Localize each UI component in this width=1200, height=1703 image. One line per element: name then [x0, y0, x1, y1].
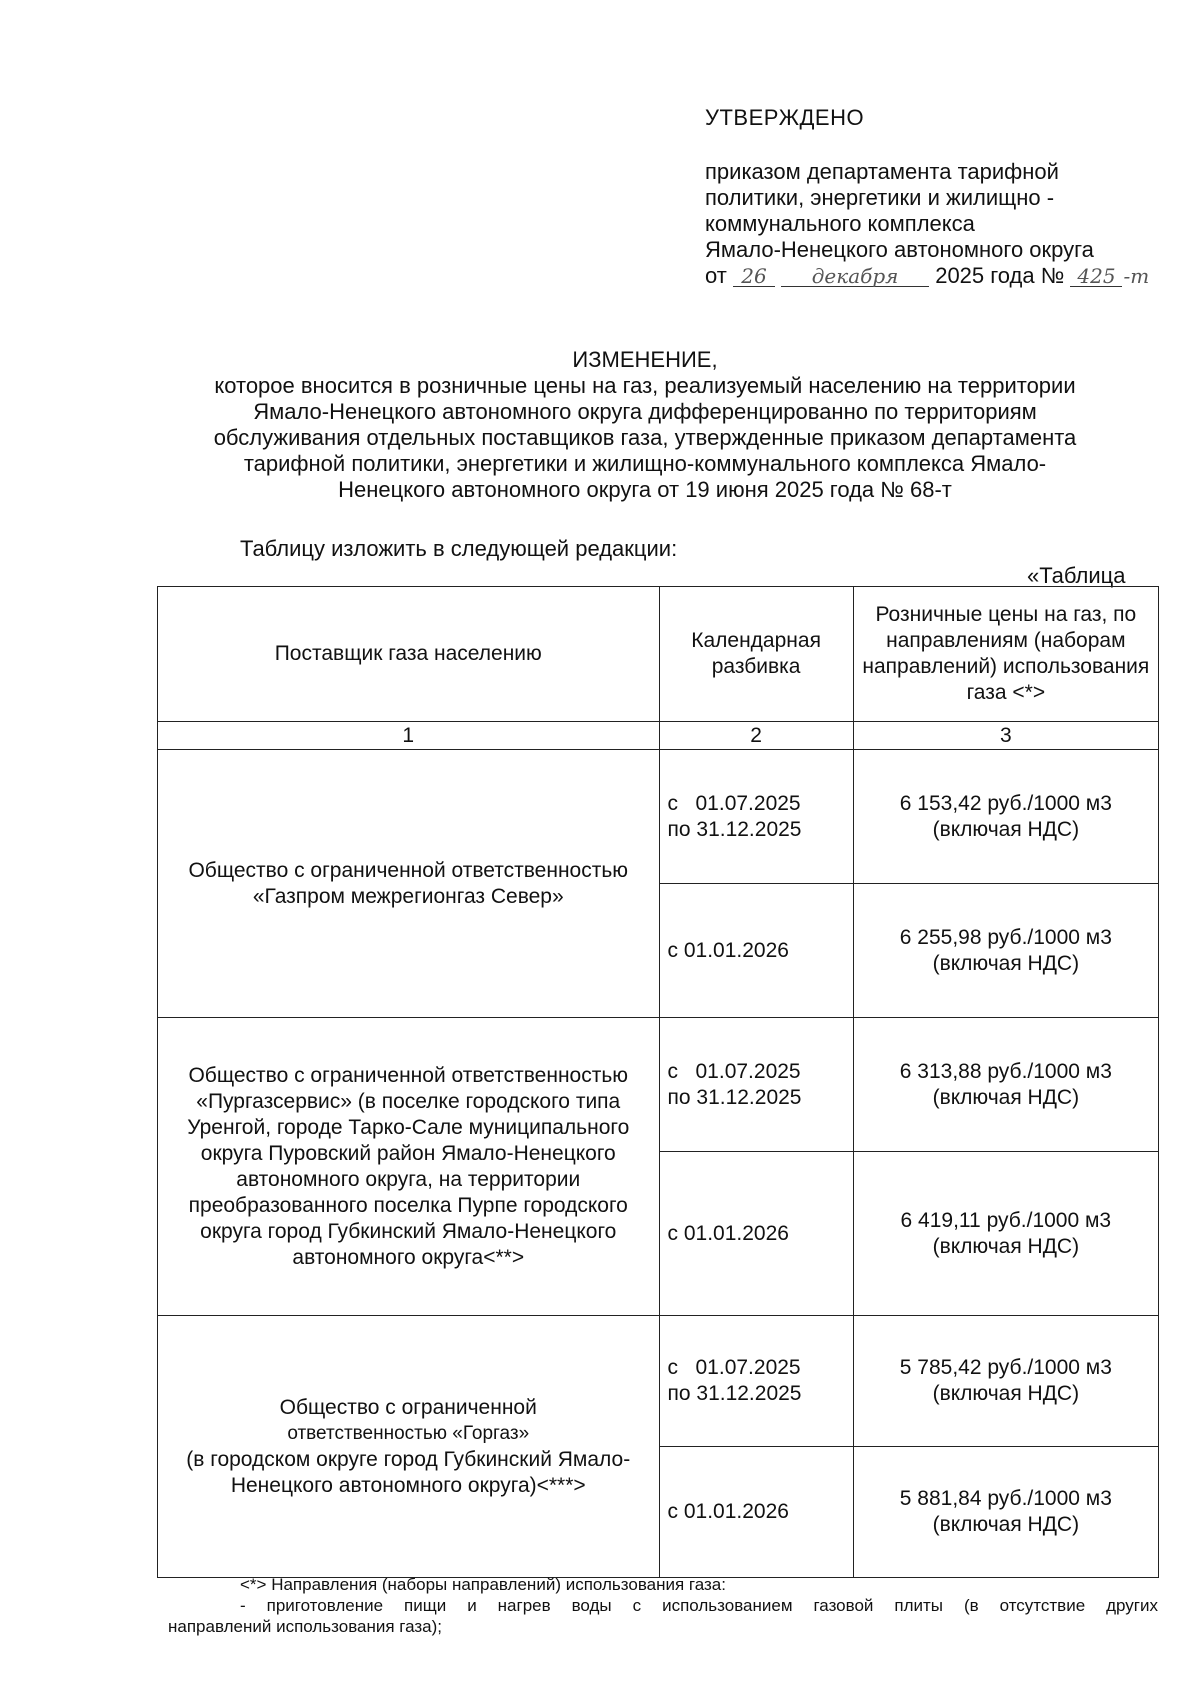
footnote-line: направлений использования газа);: [168, 1617, 443, 1636]
supplier-line: ответственностью «Горгаз»: [287, 1422, 530, 1444]
table-row: [158, 1316, 1159, 1447]
period-to: по 31.12.2025: [667, 1382, 802, 1405]
price-vat: (включая НДС): [932, 951, 1080, 975]
document-heading: [150, 347, 1140, 503]
header-supplier: Поставщик газа населению: [158, 587, 660, 722]
footnotes: [168, 1574, 1158, 1637]
price-value: 5 881,84 руб./1000 м3: [899, 1487, 1112, 1510]
period-cell: [659, 884, 853, 1018]
heading-line: которое вносится в розничные цены на газ, реализуемый населению на территории: [214, 373, 1076, 398]
approval-line: Ямало-Ненецкого автономного округа: [705, 237, 1094, 262]
footnote-line: <*> Направления (наборы направлений) использования газа:: [240, 1575, 726, 1594]
price-cell: [853, 1152, 1158, 1316]
price-vat: (включая НДС): [932, 1085, 1080, 1109]
approval-date-line: [705, 263, 1150, 289]
handwritten-order-suffix: -т: [1123, 264, 1150, 288]
price-cell: [853, 1018, 1158, 1152]
price-vat: (включая НДС): [932, 1513, 1080, 1536]
date-prefix: от: [705, 263, 727, 288]
handwritten-month: декабря: [781, 266, 929, 287]
period-from: с 01.07.2025: [667, 1059, 801, 1083]
period-from: с 01.07.2025: [667, 791, 801, 815]
price-value: 6 153,42 руб./1000 м3: [899, 791, 1112, 815]
supplier-line: Общество с ограниченной: [279, 1395, 537, 1419]
approval-line: коммунального комплекса: [705, 211, 975, 236]
period-from: с 01.07.2025: [667, 1356, 801, 1379]
handwritten-day: 26: [733, 266, 775, 287]
period-cell: [659, 1316, 853, 1447]
approval-title: УТВЕРЖДЕНО: [705, 105, 865, 130]
period-to: по 31.12.2025: [667, 817, 802, 841]
column-number-row: [158, 722, 1159, 750]
period-cell: [659, 1018, 853, 1152]
price-vat: (включая НДС): [932, 1382, 1080, 1405]
period-from: с 01.01.2026: [667, 1221, 789, 1245]
price-value: 6 419,11 руб./1000 м3: [900, 1208, 1112, 1232]
intro-text: Таблицу изложить в следующей редакции:: [240, 536, 678, 561]
heading-title: ИЗМЕНЕНИЕ,: [572, 347, 718, 372]
heading-line: Ямало-Ненецкого автономного округа дифференцированно по территориям: [253, 399, 1037, 424]
heading-line: тарифной политики, энергетики и жилищно-коммунального комплекса Ямало-: [243, 451, 1047, 476]
table-row: [158, 1018, 1159, 1152]
period-to: по 31.12.2025: [667, 1085, 802, 1109]
year-text: 2025 года №: [935, 263, 1065, 288]
header-calendar: Календарная разбивка: [659, 587, 853, 722]
price-table: [157, 586, 1159, 1578]
column-number: 2: [659, 722, 853, 750]
price-cell: [853, 1447, 1158, 1578]
table-label: «Таблица: [1027, 563, 1126, 588]
table-header-row: [158, 587, 1159, 722]
period-from: с 01.01.2026: [667, 938, 789, 962]
heading-line: обслуживания отдельных поставщиков газа, утвержденные приказом департамента: [213, 425, 1077, 450]
price-vat: (включая НДС): [932, 1234, 1080, 1258]
period-cell: [659, 1447, 853, 1578]
column-number: 1: [158, 722, 660, 750]
supplier-line: (в городском округе город Губкинский Ямало-Ненецкого автономного округа)<***>: [186, 1447, 631, 1497]
supplier-cell: [158, 1316, 660, 1578]
price-value: 5 785,42 руб./1000 м3: [899, 1356, 1112, 1379]
approval-line: приказом департамента тарифной: [705, 159, 1059, 184]
header-prices: Розничные цены на газ, по направлениям (наборам направлений) использования газа <*>: [853, 587, 1158, 722]
period-cell: [659, 750, 853, 884]
price-vat: (включая НДС): [932, 817, 1080, 841]
heading-line: Ненецкого автономного округа от 19 июня 2025 года № 68-т: [338, 477, 952, 502]
price-cell: [853, 1316, 1158, 1447]
handwritten-order-number: 425: [1070, 266, 1122, 287]
supplier-cell: Общество с ограниченной ответственностью «Пургазсервис» (в поселке городского типа Уренгой, городе Тарко-Сале муниципального округа Пуровский район Ямало-Ненецкого автономного округа, на территории преобразованного поселка Пурпе городского округа город Губкинский Ямало-Ненецкого автономного округа<**>: [158, 1018, 660, 1316]
price-cell: [853, 750, 1158, 884]
period-from: с 01.01.2026: [667, 1500, 789, 1523]
column-number: 3: [853, 722, 1158, 750]
supplier-cell: Общество с ограниченной ответственностью «Газпром межрегионгаз Север»: [158, 750, 660, 1018]
approval-line: политики, энергетики и жилищно -: [705, 185, 1055, 210]
approval-block: [705, 105, 1150, 289]
footnote-line: - приготовление пищи и нагрев воды с использованием газовой плиты (в отсутствие других: [240, 1596, 1158, 1615]
table-row: [158, 750, 1159, 884]
price-value: 6 313,88 руб./1000 м3: [899, 1059, 1112, 1083]
period-cell: [659, 1152, 853, 1316]
price-value: 6 255,98 руб./1000 м3: [899, 925, 1112, 949]
price-cell: [853, 884, 1158, 1018]
